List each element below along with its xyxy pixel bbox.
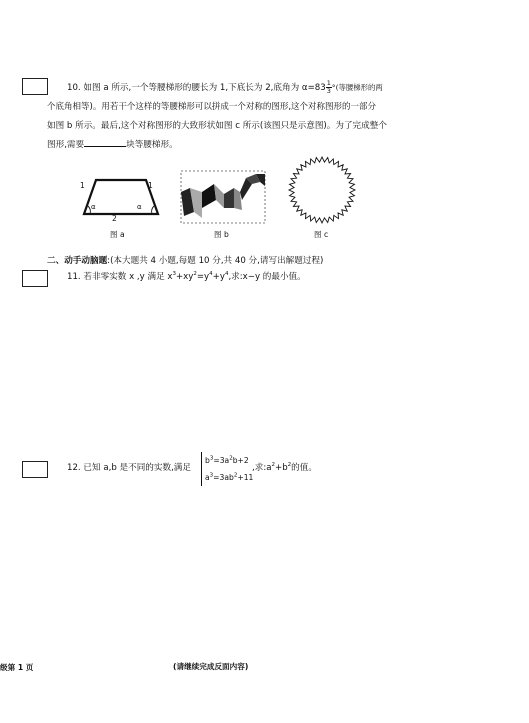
exp: 3 — [209, 455, 214, 462]
q12-lead — [67, 462, 191, 474]
eq1-b: =3a — [213, 456, 230, 465]
q11-text-b: +xy — [175, 272, 194, 282]
q10-degree-note: °(等腰梯形的两 — [331, 83, 383, 92]
figure-a-base: 2 — [112, 214, 117, 223]
score-box-q10[interactable] — [22, 78, 48, 95]
q12-text-a: 已知 a,b 是不同的实数,满足 — [83, 463, 191, 473]
q11-text-c: =y — [196, 272, 210, 282]
exp: 2 — [271, 462, 275, 469]
figure-a-leg-left: 1 — [80, 181, 85, 190]
q12-eq2 — [205, 469, 253, 486]
score-box-q11[interactable] — [22, 270, 48, 287]
q11-text-d: +y — [212, 272, 225, 282]
section2-desc: :(本大题共 4 小题,每题 10 分,共 40 分,请写出解题过程) — [107, 256, 324, 266]
q10-line4-b: 块等腰梯形。 — [126, 140, 178, 150]
exp: 3 — [209, 472, 214, 479]
score-box-q12[interactable] — [22, 461, 48, 478]
q12-eq1 — [205, 452, 253, 469]
q12-text-d: 的值。 — [291, 463, 317, 473]
q10-line4 — [47, 138, 178, 151]
q12-number: 12. — [67, 463, 81, 473]
figure-a-angle-left: α — [91, 203, 96, 211]
eq2-c: +11 — [237, 473, 254, 482]
eq1-c: b+2 — [232, 456, 249, 465]
fraction-denominator: 3 — [326, 87, 331, 95]
figure-a-leg-right: 1 — [148, 181, 153, 190]
section2-heading — [47, 255, 323, 267]
exp: 2 — [287, 462, 292, 469]
q12-equation-system — [201, 452, 253, 486]
q10-line4-a: 图形,需要 — [47, 140, 85, 150]
section2-title: 二、动手动脑题 — [47, 256, 108, 266]
exp: 3 — [172, 271, 176, 278]
q10-line3: 如图 b 所示。最后,这个对称图形的大致形状如图 c 所示(该图只是示意图)。为了完成整个 — [47, 121, 387, 131]
eq2-a: a — [205, 473, 210, 482]
answer-blank[interactable] — [84, 138, 126, 147]
q11-number: 11. — [67, 272, 81, 282]
q11-text-a: 若非零实数 x ,y 满足 x — [83, 272, 173, 282]
eq2-b: =3ab — [213, 473, 234, 482]
fraction-numerator: 1 — [326, 79, 331, 87]
footer-page-number: 级第 1 页 — [0, 663, 34, 672]
exp: 4 — [209, 271, 213, 278]
q11-text — [67, 271, 306, 283]
q10-line1 — [67, 80, 383, 95]
figure-c-star-ring — [287, 155, 357, 225]
q12-text-b: ,求:a — [252, 463, 272, 473]
q10-line2: 个底角相等)。用若干个这样的等腰梯形可以拼成一个对称的图形,这个对称图形的一部分 — [47, 102, 377, 112]
q12-text-c: +b — [275, 463, 288, 473]
q10-text-1: 如图 a 所示,一个等腰梯形的腰长为 1,下底长为 2,底角为 α=83 — [83, 83, 326, 93]
exp: 4 — [224, 271, 229, 278]
figure-a-angle-right: α — [137, 203, 142, 211]
figure-b-trapezoid-chain — [180, 170, 266, 226]
q11-text-e: ,求:x−y 的最小值。 — [228, 272, 306, 282]
q10-number: 10. — [67, 83, 81, 93]
exp: 2 — [229, 455, 233, 462]
figure-b-label: 图 b — [214, 230, 229, 239]
figure-c-label: 图 c — [314, 230, 329, 239]
exp: 2 — [193, 271, 197, 278]
exp: 2 — [233, 472, 238, 479]
q12-tail — [252, 462, 317, 474]
figure-a-label: 图 a — [110, 230, 125, 239]
eq1-a: b — [205, 456, 210, 465]
footer-continue-note: (请继续完成反面内容) — [173, 662, 249, 671]
